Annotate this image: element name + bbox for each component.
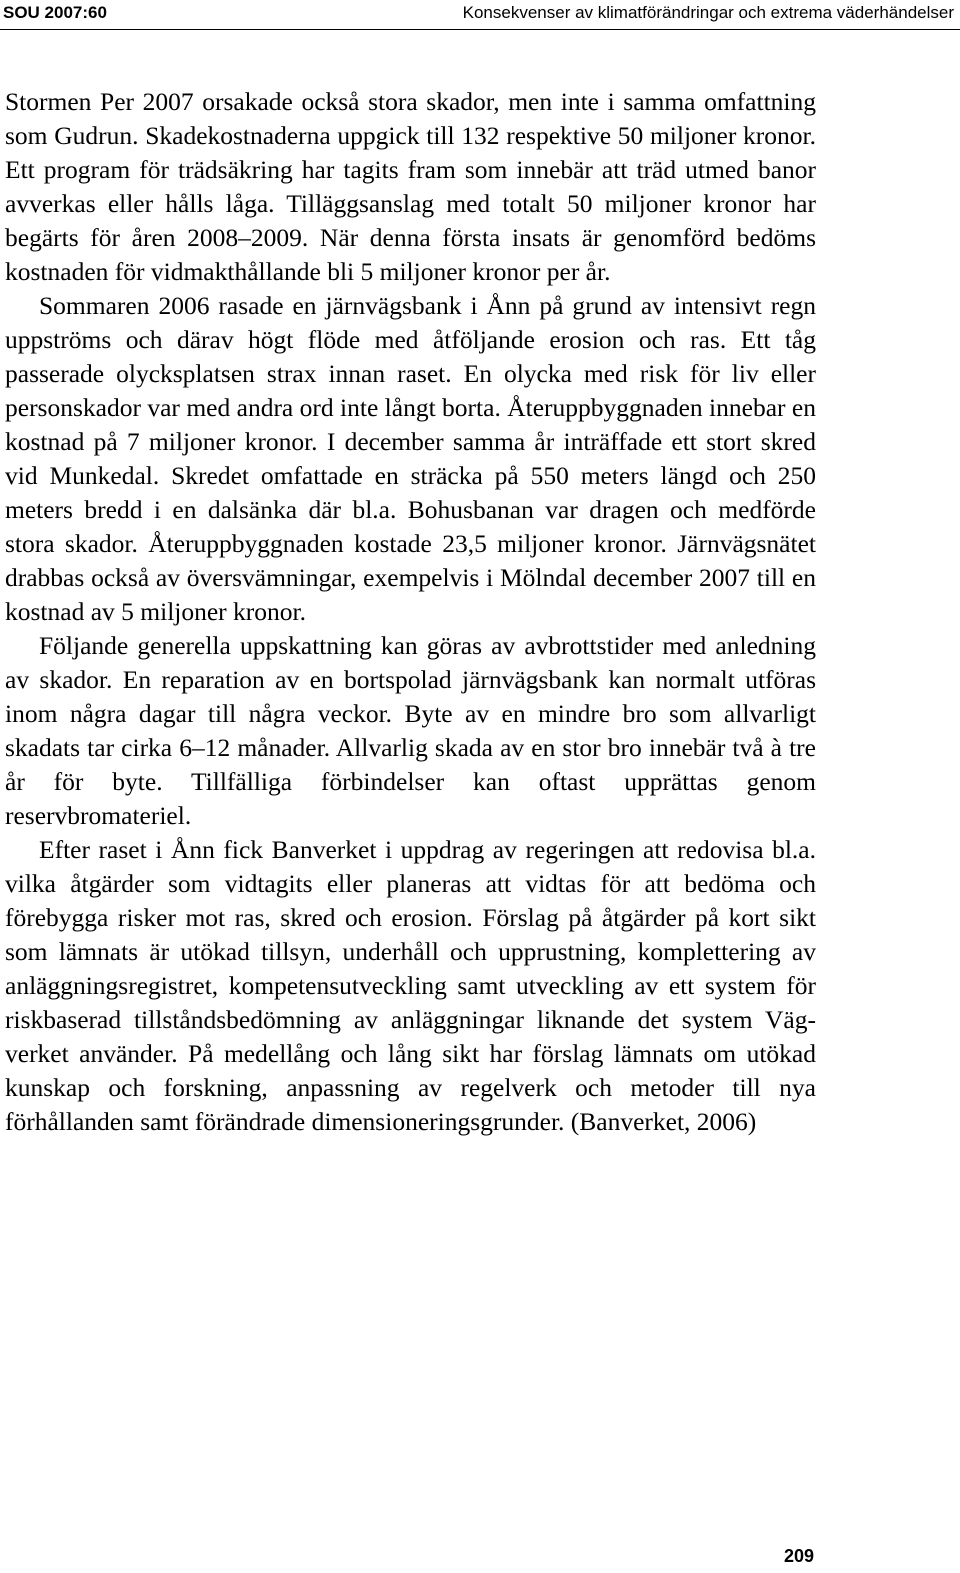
paragraph: Stormen Per 2007 orsakade också stora skador, men inte i samma omfattning som Gudrun. Skadekostnaderna uppgick till 132 respektive 50 miljoner kronor. Ett program för trädsäkring har tagits fram som innebär att träd utmed banor avverkas eller hålls låga. Tilläggsanslag med totalt 50 miljoner kronor har begärts för åren 2008–2009. När denna första insats är genomförd bedöms kostnaden för vidmakthållande bli 5 miljoner kronor per år.: [5, 87, 816, 286]
running-title: Konsekvenser av klimatförändringar och extrema väderhändelser: [462, 3, 954, 22]
body-text: [5, 85, 816, 1139]
paragraph: Efter raset i Ånn fick Banverket i uppdrag av regeringen att redovisa bl.a. vilka åtgärder som vidtagits eller planeras att vidtas för att bedöma och förebygga risker mot ras, skred och erosion. Förslag på åtgärder på kort sikt som lämnats är utökad tillsyn, underhåll och upprustning, komplettering av anläggningsregistret, kompetensutveckling samt utveckling av ett system för riskbaserad tillståndsbedömning av anläggningar liknande det system Vägverket använder. På medellång och lång sikt har förslag lämnats om utökad kunskap och forskning, anpassning av regelverk och metoder till nya förhållanden samt förändrade dimensioneringsgrunder. (Banverket, 2006): [5, 835, 816, 1136]
document-id: SOU 2007:60: [3, 3, 107, 22]
page-number: 209: [783, 1546, 814, 1566]
page-header: [0, 0, 960, 30]
paragraph: Sommaren 2006 rasade en järnvägsbank i Ånn på grund av intensivt regn uppströms och därav högt flöde med åtföljande erosion och ras. Ett tåg passerade olycksplatsen strax innan raset. En olycka med risk för liv eller personskador var med andra ord inte långt borta. Återuppbyggnaden innebar en kostnad på 7 miljoner kronor. I december samma år inträffade ett stort skred vid Munkedal. Skredet omfattade en sträcka på 550 meters längd och 250 meters bredd i en dalsänka där bl.a. Bohusbanan var dragen och medförde stora skador. Återuppbyggnaden kostade 23,5 miljoner kronor. Järnvägsnätet drabbas också av översvämningar, exempelvis i Mölndal december 2007 till en kostnad av 5 miljoner kronor.: [5, 291, 816, 626]
header-rule: [0, 29, 960, 30]
paragraph: Följande generella uppskattning kan göras av avbrottstider med anledning av skador. En reparation av en bortspolad järnvägsbank kan normalt utföras inom några dagar till några veckor. Byte av en mindre bro som allvarligt skadats tar cirka 6–12 månader. Allvarlig skada av en stor bro innebär två à tre år för byte. Tillfälliga förbindelser kan oftast upprättas genom reservbromateriel.: [5, 631, 816, 830]
